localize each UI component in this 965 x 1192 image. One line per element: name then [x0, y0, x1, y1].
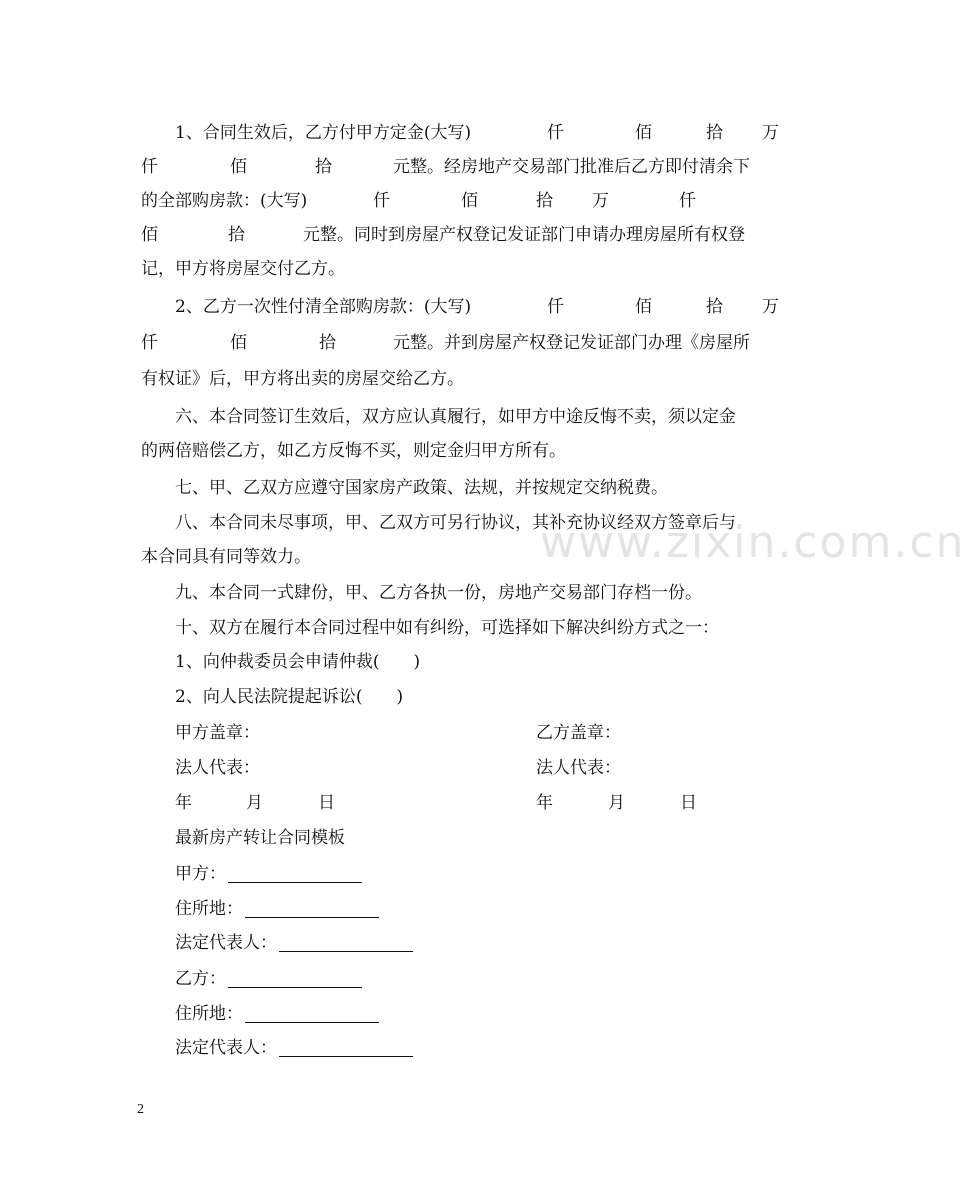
template-address-b-row [175, 997, 379, 1031]
unit-shi: 拾 [228, 225, 245, 245]
clause-1-line-1 [175, 116, 781, 150]
template-party-a-row [175, 857, 362, 891]
party-b-blank [228, 969, 362, 988]
watermark-text: www.zixin.com.cn [540, 517, 965, 568]
address-a-label: 住所地： [175, 899, 243, 919]
party-a-date-day: 日 [318, 793, 335, 813]
address-b-label: 住所地： [175, 1004, 243, 1024]
party-a-seal-label: 甲方盖章： [175, 723, 260, 743]
party-b-rep-label: 法人代表： [536, 758, 621, 778]
unit-qian: 仟 [141, 333, 158, 353]
unit-bai: 佰 [230, 333, 247, 353]
clause-1-line-2 [141, 150, 781, 184]
clause-10-text: 十、双方在履行本合同过程中如有纠纷，可选择如下解决纠纷方式之一： [175, 618, 719, 638]
dispute-option-arbitration [175, 645, 781, 679]
unit-shi: 拾 [706, 297, 723, 317]
clause-2-line-2 [141, 326, 781, 360]
option-2-text: 2、向人民法院提起诉讼( ) [175, 687, 404, 707]
party-b-label: 乙方： [175, 969, 226, 989]
unit-wan: 万 [762, 123, 779, 143]
unit-shi: 拾 [706, 123, 723, 143]
unit-shi: 拾 [315, 157, 332, 177]
party-b-date-year: 年 [536, 793, 553, 813]
clause-7-text: 七、甲、乙双方应遵守国家房产政策、法规，并按规定交纳税费。 [175, 478, 668, 498]
address-b-blank [245, 1004, 379, 1023]
clause-1-text: 记，甲方将房屋交付乙方。 [141, 259, 345, 279]
party-b-seal-label: 乙方盖章： [536, 723, 621, 743]
clause-1-line-4 [141, 218, 781, 252]
address-a-blank [245, 899, 379, 918]
unit-qian: 仟 [141, 157, 158, 177]
clause-6-text: 六、本合同签订生效后，双方应认真履行，如甲方中途反悔不卖，须以定金 [175, 407, 736, 427]
clause-2-line-1 [175, 290, 781, 324]
template-address-a-row [175, 892, 379, 926]
unit-wan: 万 [592, 191, 609, 211]
clause-1-text: 的全部购房款：(大写) [141, 191, 308, 211]
clause-1-text: 1、合同生效后，乙方付甲方定金(大写) [175, 123, 472, 143]
party-a-label: 甲方： [175, 864, 226, 884]
unit-bai: 佰 [635, 297, 652, 317]
unit-bai: 佰 [141, 225, 158, 245]
party-a-date-month: 月 [246, 793, 263, 813]
unit-qian: 仟 [547, 123, 564, 143]
unit-shi: 拾 [536, 191, 553, 211]
legal-rep-b-blank [279, 1038, 413, 1057]
clause-2-text: 有权证》后，甲方将出卖的房屋交给乙方。 [141, 369, 464, 389]
clause-1-text: 元整。经房地产交易部门批准后乙方即付清余下 [393, 157, 750, 177]
clause-1-line-3 [141, 184, 781, 218]
legal-rep-b-label: 法定代表人： [175, 1038, 277, 1058]
clause-1-line-5 [141, 252, 781, 286]
clause-2-line-3 [141, 362, 781, 396]
template-party-b-row [175, 962, 362, 996]
party-b-date-day: 日 [680, 793, 697, 813]
clause-2-text: 元整。并到房屋产权登记发证部门办理《房屋所 [393, 333, 750, 353]
clause-9-text: 九、本合同一式肆份，甲、乙方各执一份，房地产交易部门存档一份。 [175, 583, 702, 603]
unit-shi: 拾 [319, 333, 336, 353]
template-legal-rep-b-row [175, 1031, 413, 1065]
clause-6-line-2 [141, 434, 781, 468]
template-title: 最新房产转让合同模板 [175, 828, 345, 848]
unit-bai: 佰 [635, 123, 652, 143]
option-1-text: 1、向仲裁委员会申请仲裁( ) [175, 652, 421, 672]
party-a-rep-label: 法人代表： [175, 758, 260, 778]
clause-10-line [175, 611, 781, 645]
template-legal-rep-a-row [175, 926, 413, 960]
unit-bai: 佰 [461, 191, 478, 211]
page-number: 2 [137, 1102, 144, 1117]
legal-rep-a-label: 法定代表人： [175, 933, 277, 953]
party-a-date-year: 年 [175, 793, 192, 813]
legal-rep-a-blank [279, 933, 413, 952]
unit-qian: 仟 [373, 191, 390, 211]
unit-qian: 仟 [547, 297, 564, 317]
clause-8-text: 八、本合同未尽事项，甲、乙双方可另行协议，其补充协议经双方签章后与 [175, 513, 736, 533]
unit-bai: 佰 [230, 157, 247, 177]
clause-8-text: 本合同具有同等效力。 [141, 547, 311, 567]
unit-qian: 仟 [679, 191, 696, 211]
party-a-blank [228, 864, 362, 883]
clause-2-text: 2、乙方一次性付清全部购房款：(大写) [175, 297, 472, 317]
dispute-option-litigation [175, 680, 781, 714]
unit-wan: 万 [762, 297, 779, 317]
party-b-date-month: 月 [608, 793, 625, 813]
clause-6-line-1 [175, 400, 781, 434]
clause-6-text: 的两倍赔偿乙方，如乙方反悔不买，则定金归甲方所有。 [141, 441, 566, 461]
clause-7-line [175, 471, 781, 505]
clause-1-text: 元整。同时到房屋产权登记发证部门申请办理房屋所有权登 [303, 225, 745, 245]
clause-9-line [175, 576, 781, 610]
